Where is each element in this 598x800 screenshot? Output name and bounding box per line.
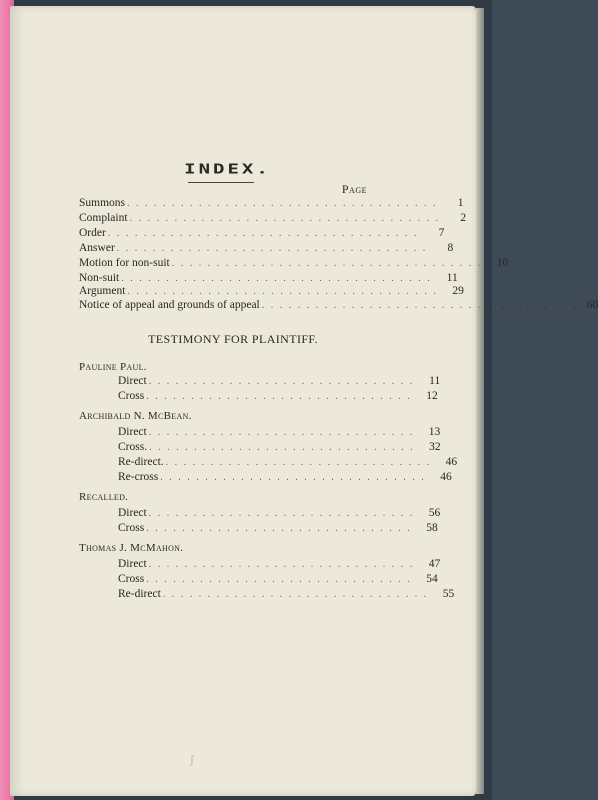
- index-entry: [79, 226, 445, 241]
- witness-name: Archibald N. McBean.: [79, 410, 192, 422]
- entry-page: 8: [447, 242, 454, 254]
- testimony-entry: [118, 521, 438, 536]
- dot-leader: . . . . . . . . . . . . . . . . . . . . . . . . . . . . . .: [148, 508, 415, 519]
- entry-page: 54: [426, 573, 438, 585]
- entry-label: Cross: [118, 522, 145, 534]
- testimony-entry: [118, 572, 438, 587]
- dot-leader: . . . . . . . . . . . . . . . . . . . . . . . . . . . . . .: [148, 376, 415, 387]
- dot-leader: . . . . . . . . . . . . . . . . . . . . . . . . . . . . . . . . . . .: [116, 243, 428, 254]
- witness-name: Pauline Paul.: [79, 361, 147, 373]
- testimony-entry: [118, 440, 441, 455]
- index-entry: [79, 284, 464, 299]
- entry-page: 47: [428, 558, 441, 570]
- dot-leader: . . . . . . . . . . . . . . . . . . . . . . . . . . . . . .: [148, 427, 415, 438]
- entry-label: Direct: [118, 507, 147, 519]
- page-column-heading: Page: [341, 182, 367, 196]
- dot-leader: . . . . . . . . . . . . . . . . . . . . . . . . . . . . . .: [160, 472, 426, 483]
- entry-page: 13: [428, 426, 441, 438]
- index-entry: [79, 196, 464, 211]
- entry-label: Non-suit: [79, 272, 120, 284]
- index-entry: [79, 241, 454, 256]
- entry-label: Re-direct: [118, 588, 161, 600]
- page-stack-edge: [476, 8, 484, 794]
- witness-name: Recalled.: [79, 491, 129, 503]
- witness-name: Thomas J. McMahon.: [79, 542, 184, 554]
- testimony-entry: [118, 470, 452, 485]
- entry-label: Answer: [79, 242, 115, 254]
- entry-label: Complaint: [79, 212, 128, 224]
- testimony-entry: [118, 455, 458, 470]
- dot-leader: . . . . . . . . . . . . . . . . . . . . . . . . . . . . . .: [146, 391, 412, 402]
- entry-page: 56: [428, 507, 441, 519]
- dot-leader: . . . . . . . . . . . . . . . . . . . . . . . . . . . . . .: [149, 442, 415, 453]
- index-title: INDEX.: [184, 161, 271, 177]
- dot-leader: . . . . . . . . . . . . . . . . . . . . . . . . . . . . . . . . . . .: [129, 213, 441, 224]
- entry-page: 46: [445, 456, 458, 468]
- entry-label: Re-direct.: [118, 456, 164, 468]
- testimony-heading: TESTIMONY FOR PLAINTIFF.: [148, 332, 318, 346]
- index-entry: [79, 298, 598, 313]
- dot-leader: . . . . . . . . . . . . . . . . . . . . . . . . . . . . . . . . . . .: [171, 258, 483, 269]
- entry-page: 11: [429, 375, 441, 387]
- entry-label: Direct: [118, 558, 147, 570]
- testimony-entry: [118, 506, 441, 521]
- dot-leader: . . . . . . . . . . . . . . . . . . . . . . . . . . . . . . . . . . .: [107, 228, 419, 239]
- dot-leader: . . . . . . . . . . . . . . . . . . . . . . . . . . . . . .: [148, 559, 415, 570]
- entry-label: Argument: [79, 285, 126, 297]
- dot-leader: . . . . . . . . . . . . . . . . . . . . . . . . . . . . . . . . . . .: [127, 286, 438, 297]
- entry-label: Motion for non-suit: [79, 257, 170, 269]
- entry-label: Cross: [118, 573, 145, 585]
- entry-label: Summons: [79, 197, 126, 209]
- entry-page: 58: [426, 522, 438, 534]
- entry-label: Cross.: [118, 441, 148, 453]
- dot-leader: . . . . . . . . . . . . . . . . . . . . . . . . . . . . . .: [146, 574, 412, 585]
- entry-label: Re-cross: [118, 471, 159, 483]
- entry-page: 1: [457, 197, 464, 209]
- dot-leader: . . . . . . . . . . . . . . . . . . . . . . . . . . . . . .: [165, 457, 432, 468]
- index-entry: [79, 211, 467, 226]
- entry-label: Order: [79, 227, 106, 239]
- entry-page: 60: [586, 299, 598, 311]
- entry-page: 46: [440, 471, 452, 483]
- testimony-entry: [118, 425, 441, 440]
- entry-label: Direct: [118, 426, 147, 438]
- dot-leader: . . . . . . . . . . . . . . . . . . . . . . . . . . . . . .: [162, 589, 429, 600]
- entry-page: 55: [442, 588, 455, 600]
- entry-page: 10: [496, 257, 509, 269]
- testimony-entry: [118, 587, 455, 602]
- testimony-entry: [118, 389, 438, 404]
- dot-leader: . . . . . . . . . . . . . . . . . . . . . . . . . . . . . . . . . . .: [127, 198, 438, 209]
- entry-label: Cross: [118, 390, 145, 402]
- testimony-entry: [118, 374, 441, 389]
- entry-page: 29: [452, 285, 464, 297]
- entry-label: Notice of appeal and grounds of appeal: [79, 299, 260, 311]
- entry-label: Direct: [118, 375, 147, 387]
- entry-page: 12: [426, 390, 438, 402]
- testimony-entry: [118, 557, 441, 572]
- entry-page: 7: [438, 227, 445, 239]
- dot-leader: . . . . . . . . . . . . . . . . . . . . . . . . . . . . . . . . . . .: [121, 273, 432, 284]
- paper-smudge: ʃ: [190, 752, 194, 766]
- index-entry: [79, 256, 509, 271]
- entry-page: 2: [460, 212, 467, 224]
- entry-page: 11: [446, 272, 458, 284]
- entry-page: 32: [429, 441, 441, 453]
- dot-leader: . . . . . . . . . . . . . . . . . . . . . . . . . . . . . . . . . . .: [261, 300, 573, 311]
- dot-leader: . . . . . . . . . . . . . . . . . . . . . . . . . . . . . .: [146, 523, 412, 534]
- title-underline: [188, 182, 254, 183]
